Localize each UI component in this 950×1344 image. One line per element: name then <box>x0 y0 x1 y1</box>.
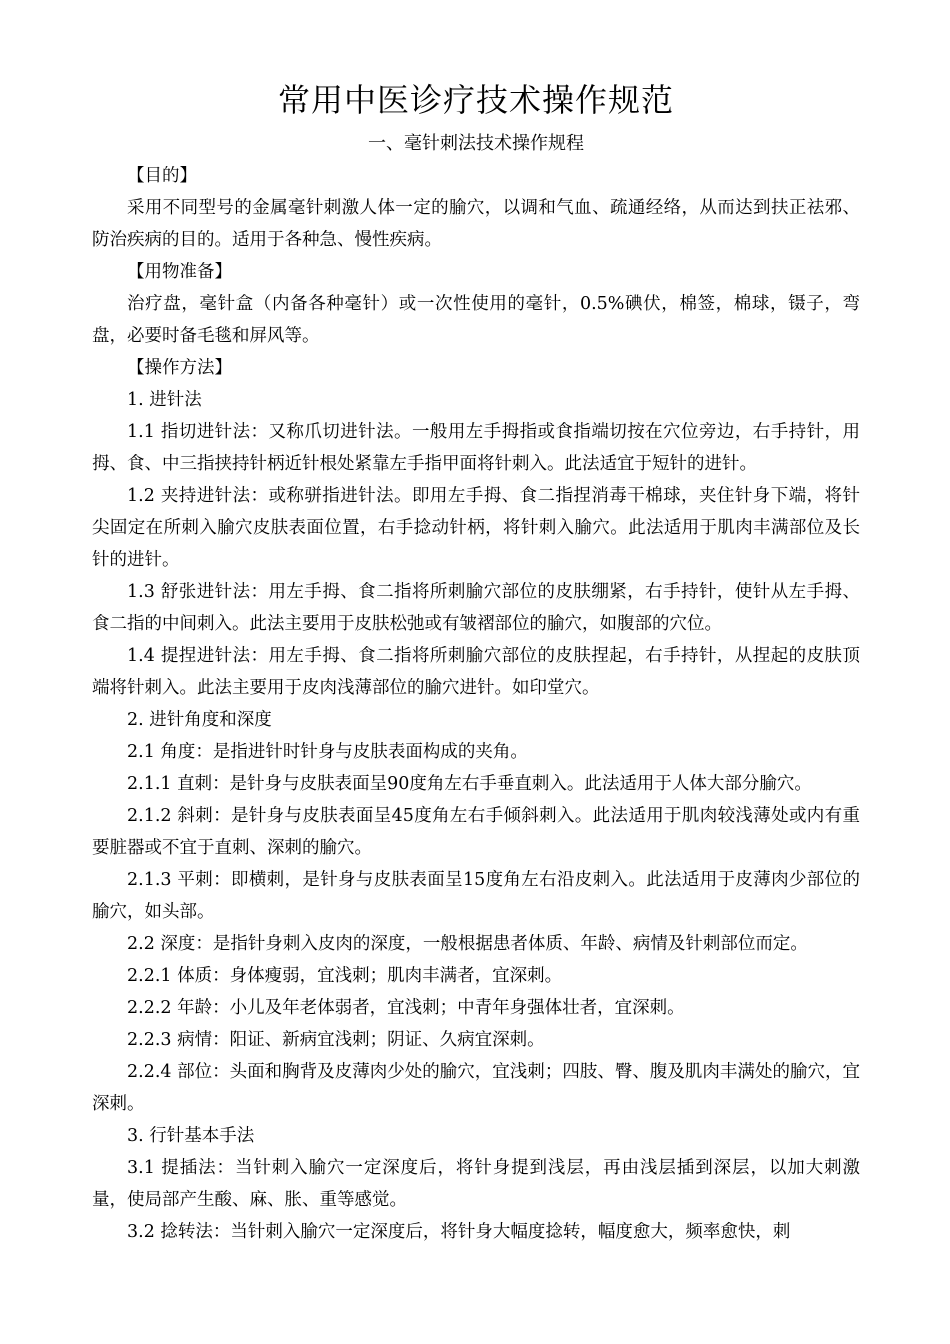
paragraph-1-3: 1.3 舒张进针法：用左手拇、食二指将所刺腧穴部位的皮肤绷紧，右手持针，使针从左手拇、食二指的中间刺入。此法主要用于皮肤松弛或有皱褶部位的腧穴，如腹部的穴位。 <box>92 582 860 634</box>
document-page <box>92 72 860 1248</box>
paragraph-2-1-1: 2.1.1 直刺：是针身与皮肤表面呈90度角左右手垂直刺入。此法适用于人体大部分腧穴。 <box>127 774 812 794</box>
section-heading-purpose: 【目的】 <box>127 166 197 186</box>
paragraph-2-2-4: 2.2.4 部位：头面和胸背及皮薄肉少处的腧穴，宜浅刺；四肢、臀、腹及肌肉丰满处的腧穴，宜深刺。 <box>92 1062 860 1114</box>
paragraph-2-1: 2.1 角度：是指进针时针身与皮肤表面构成的夹角。 <box>127 742 528 762</box>
paragraph-2-2-3: 2.2.3 病情：阳证、新病宜浅刺；阴证、久病宜深刺。 <box>127 1030 545 1050</box>
section-heading-method: 【操作方法】 <box>127 358 232 378</box>
paragraph-3-2: 3.2 捻转法：当针刺入腧穴一定深度后，将针身大幅度捻转，幅度愈大，频率愈快，刺 <box>127 1222 791 1242</box>
paragraph-materials: 治疗盘，毫针盒（内备各种毫针）或一次性使用的毫针，0.5%碘伏，棉签，棉球，镊子，弯盘，必要时备毛毯和屏风等。 <box>92 294 860 346</box>
document-title: 常用中医诊疗技术操作规范 <box>277 81 674 119</box>
paragraph-2-1-2: 2.1.2 斜刺：是针身与皮肤表面呈45度角左右手倾斜刺入。此法适用于肌肉较浅薄处或内有重要脏器或不宜于直刺、深刺的腧穴。 <box>92 806 860 858</box>
subheading-needle-insertion: 1. 进针法 <box>127 390 202 410</box>
section-heading-materials: 【用物准备】 <box>127 262 232 282</box>
subheading-angle-depth: 2. 进针角度和深度 <box>127 710 272 730</box>
paragraph-1-2: 1.2 夹持进针法：或称骈指进针法。即用左手拇、食二指捏消毒干棉球，夹住针身下端，将针尖固定在所刺入腧穴皮肤表面位置，右手捻动针柄，将针刺入腧穴。此法适用于肌肉丰满部位及长针的进针。 <box>92 486 860 570</box>
paragraph-2-2-1: 2.2.1 体质：身体瘦弱，宜浅刺；肌肉丰满者，宜深刺。 <box>127 966 563 986</box>
paragraph-2-1-3: 2.1.3 平刺：即横刺，是针身与皮肤表面呈15度角左右沿皮刺入。此法适用于皮薄肉少部位的腧穴，如头部。 <box>92 870 860 922</box>
paragraph-3-1: 3.1 提插法：当针刺入腧穴一定深度后，将针身提到浅层，再由浅层插到深层，以加大刺激量，使局部产生酸、麻、胀、重等感觉。 <box>92 1158 860 1210</box>
paragraph-2-2: 2.2 深度：是指针身刺入皮肉的深度，一般根据患者体质、年龄、病情及针刺部位而定。 <box>127 934 808 954</box>
paragraph-1-1: 1.1 指切进针法：又称爪切进针法。一般用左手拇指或食指端切按在穴位旁边，右手持针，用拇、食、中三指挟持针柄近针根处紧靠左手指甲面将针刺入。此法适宜于短针的进针。 <box>92 422 860 474</box>
document-subtitle: 一、毫针刺法技术操作规程 <box>368 133 584 154</box>
paragraph-purpose: 采用不同型号的金属毫针刺激人体一定的腧穴，以调和气血、疏通经络，从而达到扶正祛邪、防治疾病的目的。适用于各种急、慢性疾病。 <box>92 198 860 250</box>
paragraph-1-4: 1.4 提捏进针法：用左手拇、食二指将所刺腧穴部位的皮肤捏起，右手持针，从捏起的皮肤顶端将针刺入。此法主要用于皮肉浅薄部位的腧穴进针。如印堂穴。 <box>92 646 860 698</box>
subheading-needling-techniques: 3. 行针基本手法 <box>127 1126 255 1146</box>
paragraph-2-2-2: 2.2.2 年龄：小儿及年老体弱者，宜浅刺；中青年身强体壮者，宜深刺。 <box>127 998 685 1018</box>
